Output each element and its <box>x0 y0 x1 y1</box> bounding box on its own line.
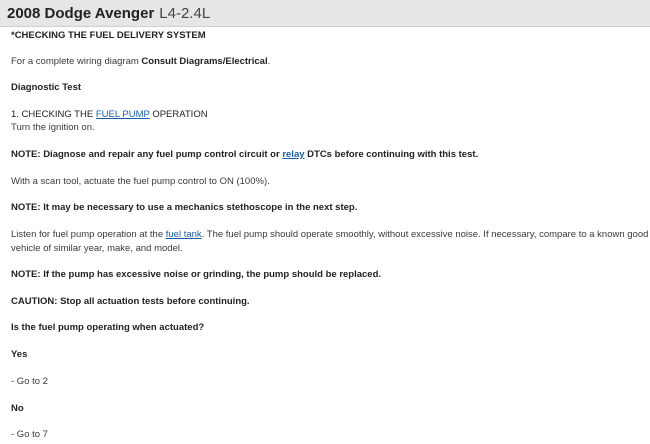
note1-suffix: DTCs before continuing with this test. <box>304 149 479 160</box>
note-stethoscope: NOTE: It may be necessary to use a mechanics stethoscope in the next step. <box>11 202 358 213</box>
listen-instruction <box>11 228 650 256</box>
consult-diagrams-link[interactable]: Consult Diagrams/Electrical <box>141 56 268 67</box>
note-pump-replace: NOTE: If the pump has excessive noise or grinding, the pump should be replaced. <box>11 269 382 280</box>
vehicle-header <box>0 0 650 27</box>
note1-prefix: NOTE: Diagnose and repair any fuel pump control circuit or <box>11 149 283 160</box>
relay-link[interactable]: relay <box>282 149 305 160</box>
note-relay-dtcs <box>11 148 478 162</box>
fuel-pump-link[interactable]: FUEL PUMP <box>95 109 150 120</box>
caution-stop-actuation: CAUTION: Stop all actuation tests before continuing. <box>11 296 250 307</box>
wiring-diagram-line <box>11 55 270 69</box>
scan-tool-instruction: With a scan tool, actuate the fuel pump control to ON (100%). <box>11 176 270 187</box>
section-title: *CHECKING THE FUEL DELIVERY SYSTEM <box>11 30 206 41</box>
step1-prefix: 1. CHECKING THE <box>11 109 96 120</box>
engine-label: L4-2.4L <box>159 4 211 22</box>
vehicle-title: 2008 Dodge Avenger <box>7 4 155 22</box>
step1-suffix: OPERATION <box>149 109 208 120</box>
listen-suffix: . The fuel pump should operate smoothly, without excessive noise. If necessary, compare to a known good vehicle of similar year, make, and model. <box>11 229 649 254</box>
ignition-instruction: Turn the ignition on. <box>11 122 95 133</box>
goto-step-7-link[interactable]: - Go to 7 <box>11 429 48 440</box>
fuel-tank-link[interactable]: fuel tank <box>165 229 202 240</box>
wiring-suffix: . <box>267 56 271 67</box>
answer-yes-label: Yes <box>11 349 28 360</box>
diagnostic-test-heading: Diagnostic Test <box>11 82 82 93</box>
step1-heading <box>11 108 208 122</box>
answer-no-label: No <box>11 403 24 414</box>
question-fuel-pump: Is the fuel pump operating when actuated? <box>11 322 205 333</box>
listen-prefix: Listen for fuel pump operation at the <box>11 229 166 240</box>
wiring-prefix: For a complete wiring diagram <box>11 56 142 67</box>
goto-step-2-link[interactable]: - Go to 2 <box>11 376 48 387</box>
